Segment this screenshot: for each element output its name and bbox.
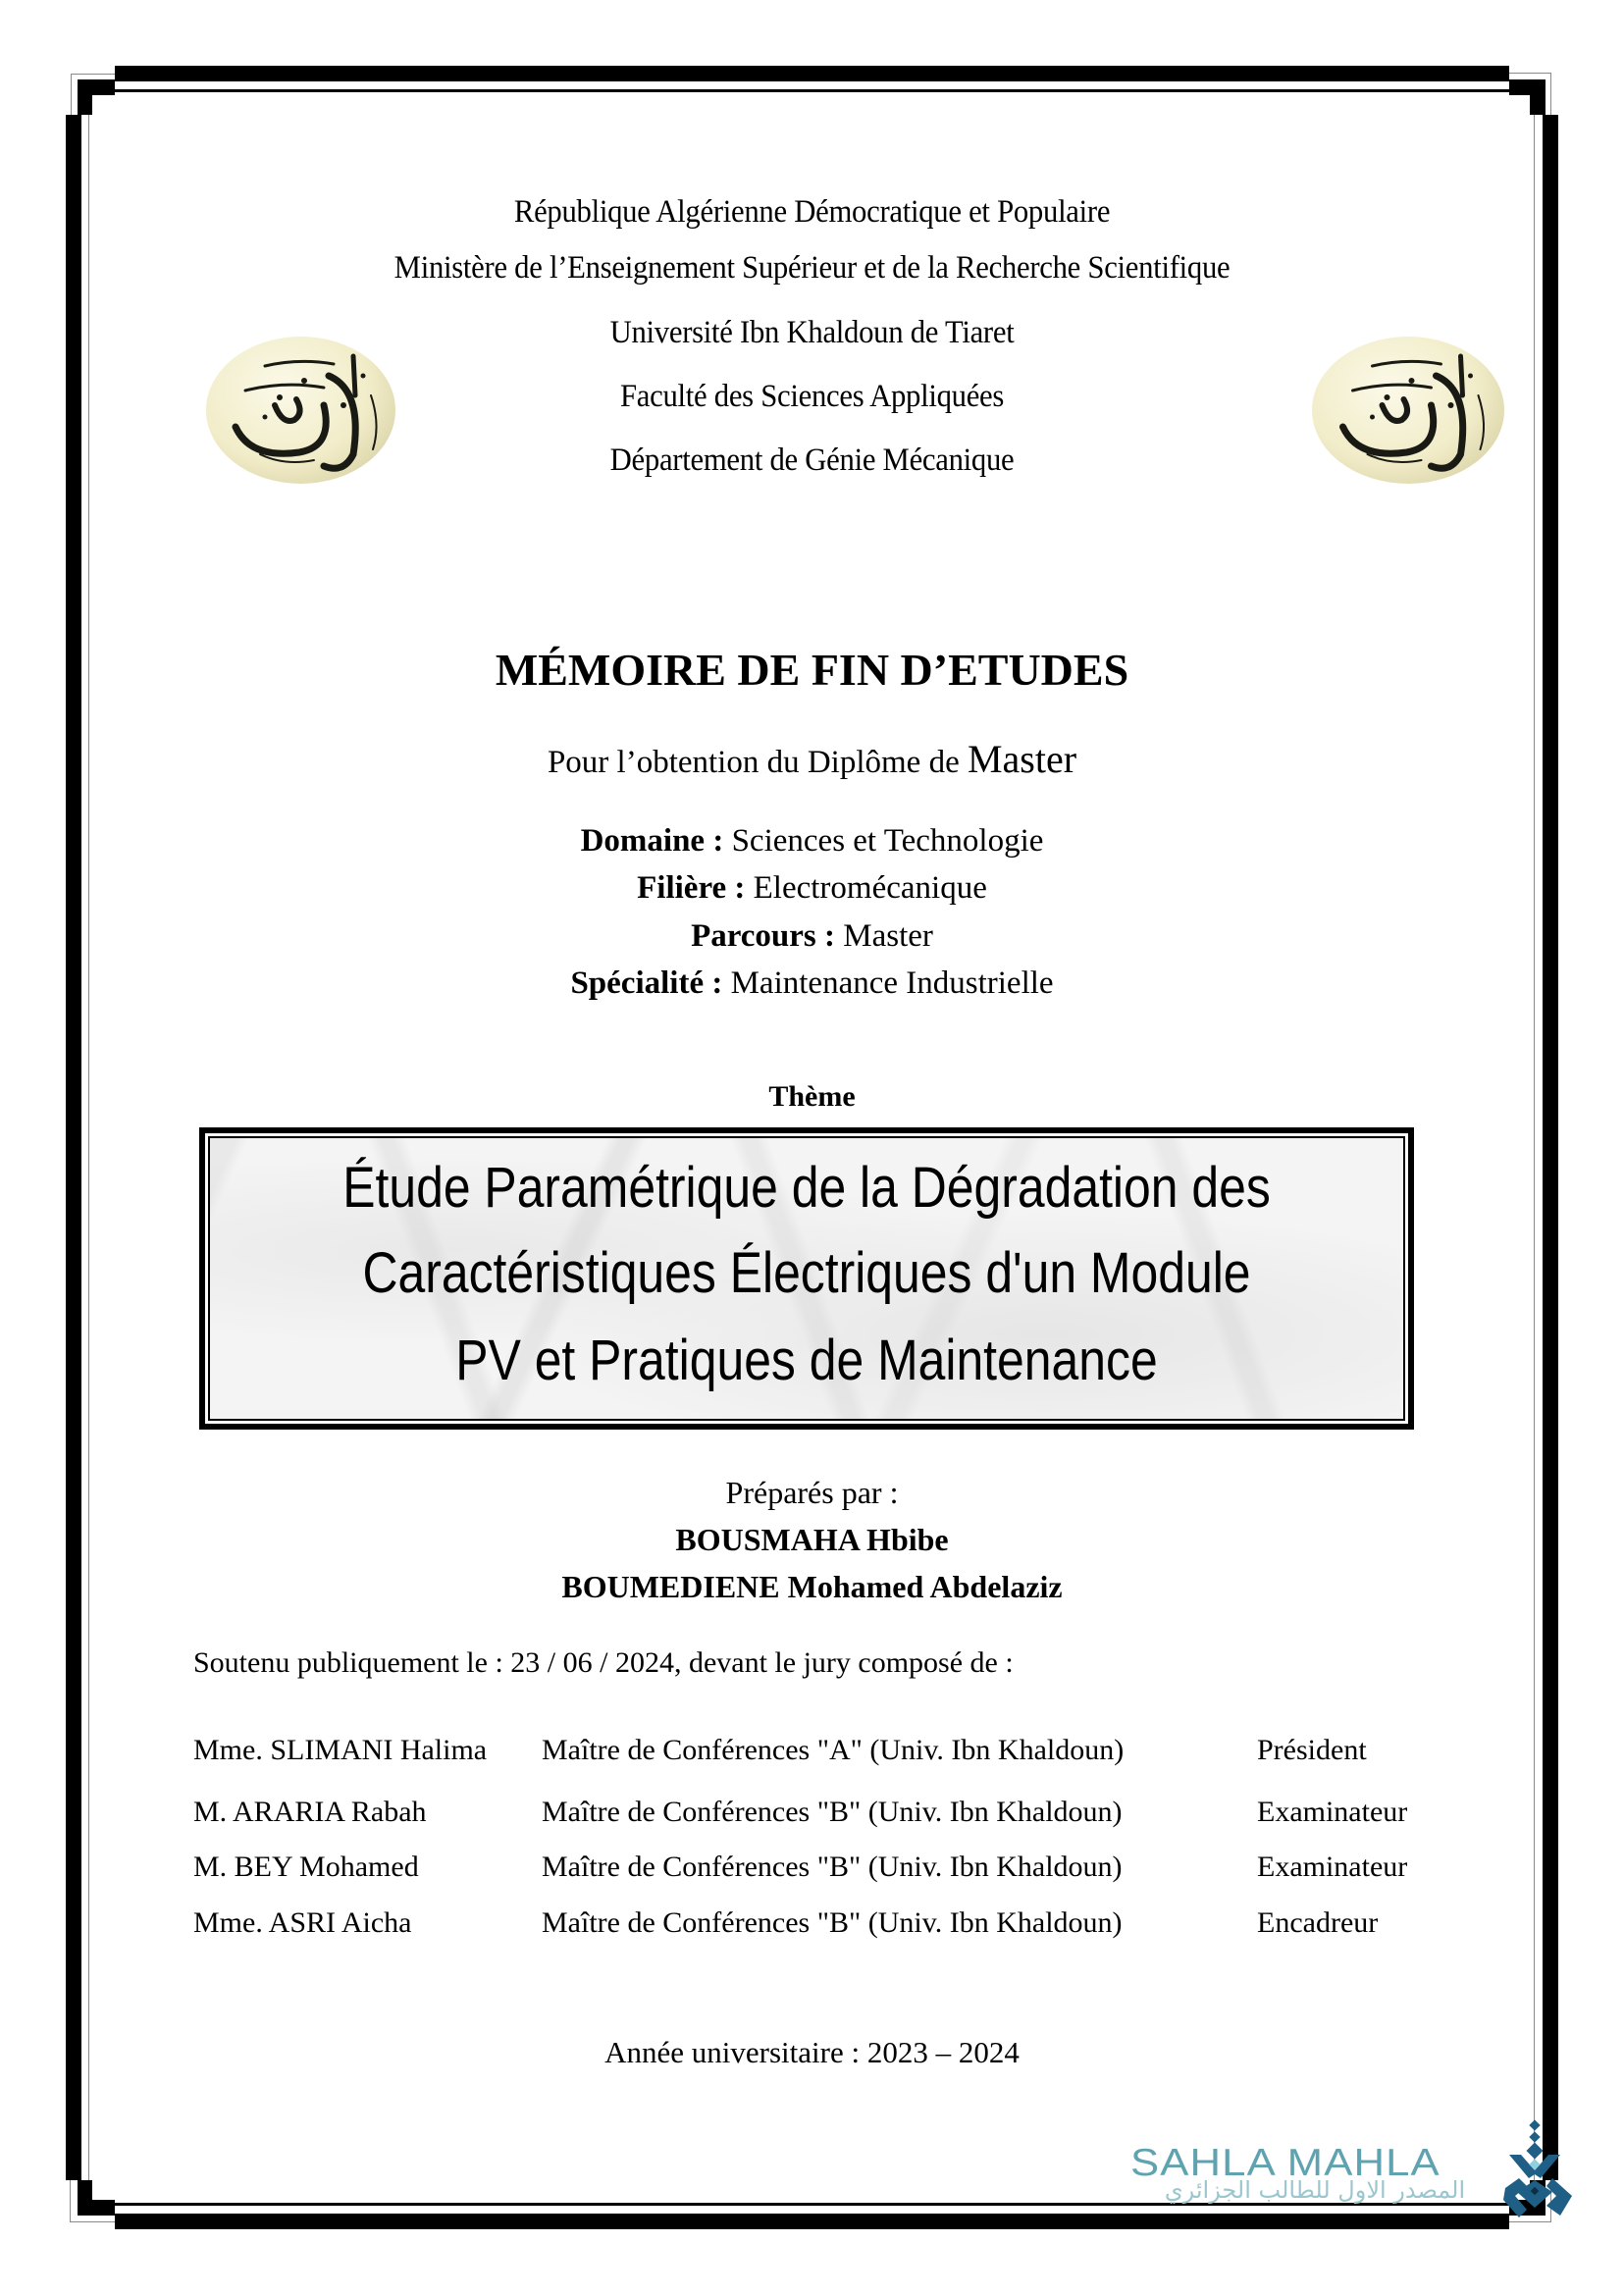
jury-row	[193, 1851, 1469, 1890]
jury-name: Mme. SLIMANI Halima	[193, 1734, 488, 1766]
field-specialite	[0, 965, 1624, 1002]
theme-label: Thème	[768, 1080, 856, 1113]
corner-top-left-leg	[78, 79, 92, 115]
diploma-line	[0, 736, 1624, 782]
defense-statement: Soutenu publiquement le : 23 / 06 / 2024, devant le jury composé de :	[193, 1646, 1014, 1679]
field-value: Electromécanique	[753, 870, 987, 906]
border-left-thin	[88, 115, 89, 2180]
jury-title: Maître de Conférences "B" (Univ. Ibn Khaldoun)	[542, 1796, 1123, 1828]
jury-name: Mme. ASRI Aicha	[193, 1906, 412, 1939]
field-parcours	[0, 918, 1624, 955]
jury-row	[193, 1734, 1469, 1773]
field-domaine	[0, 823, 1624, 860]
theme-title-line-1: Étude Paramétrique de la Dégradation des	[342, 1156, 1271, 1220]
jury-title: Maître de Conférences "B" (Univ. Ibn Khaldoun)	[542, 1851, 1123, 1883]
diploma-prefix: Pour l’obtention du Diplôme de	[547, 745, 960, 780]
author-1: BOUSMAHA Hbibe	[675, 1522, 949, 1557]
corner-bottom-right-outline-h	[1509, 2221, 1551, 2222]
jury-role: Examinateur	[1257, 1851, 1408, 1883]
jury-title: Maître de Conférences "A" (Univ. Ibn Khaldoun)	[542, 1734, 1125, 1766]
document-type-title: MÉMOIRE DE FIN D’ETUDES	[495, 645, 1129, 695]
jury-role: Encadreur	[1257, 1906, 1379, 1939]
corner-bottom-left-outline-v	[70, 2180, 71, 2222]
corner-top-right-outline-v	[1550, 73, 1551, 115]
theme-title-line-2: Caractéristiques Électriques d'un Module	[362, 1241, 1251, 1305]
header-republic: République Algérienne Démocratique et Populaire	[513, 194, 1111, 230]
field-label: Spécialité :	[570, 965, 723, 1001]
header-university: Université Ibn Khaldoun de Tiaret	[609, 315, 1015, 350]
border-top-thin	[115, 89, 1509, 92]
corner-top-right-leg	[1530, 79, 1545, 115]
field-label: Domaine :	[580, 823, 724, 859]
author-2: BOUMEDIENE Mohamed Abdelaziz	[561, 1569, 1063, 1604]
header-department: Département de Génie Mécanique	[609, 443, 1015, 478]
border-left-thick	[66, 115, 81, 2180]
jury-name: M. ARARIA Rabah	[193, 1796, 427, 1828]
corner-top-left-outline-v	[71, 74, 72, 115]
jury-role: Président	[1257, 1734, 1367, 1766]
field-value: Master	[843, 918, 933, 954]
prepared-by-label: Préparés par :	[725, 1475, 899, 1510]
academic-year: Année universitaire : 2023 – 2024	[604, 2035, 1020, 2069]
corner-top-right-outline-h	[1509, 73, 1551, 74]
diploma-name: Master	[967, 737, 1077, 781]
jury-role: Examinateur	[1257, 1796, 1408, 1828]
field-value: Sciences et Technologie	[731, 823, 1044, 859]
border-right-thick	[1543, 115, 1558, 2180]
sahla-mahla-logo-icon	[1501, 2119, 1576, 2221]
corner-top-left-outline-h	[71, 74, 115, 75]
theme-box	[199, 1127, 1414, 1430]
border-bottom-thick	[115, 2214, 1509, 2229]
field-value: Maintenance Industrielle	[730, 965, 1054, 1001]
theme-box-marble	[208, 1136, 1405, 1421]
theme-title-line-3: PV et Pratiques de Maintenance	[455, 1329, 1158, 1392]
header-faculty: Faculté des Sciences Appliquées	[619, 379, 1005, 414]
jury-row	[193, 1906, 1469, 1946]
field-label: Filière :	[637, 870, 746, 906]
border-top-thick	[115, 66, 1509, 81]
watermark-tagline: المصدر الاول للطالب الجزائري	[1164, 2176, 1466, 2204]
jury-title: Maître de Conférences "B" (Univ. Ibn Khaldoun)	[542, 1906, 1123, 1939]
field-label: Parcours :	[691, 918, 836, 954]
header-ministry: Ministère de l’Enseignement Supérieur et de la Recherche Scientifique	[393, 250, 1231, 286]
border-right-thin	[1534, 115, 1535, 2180]
field-filiere	[0, 870, 1624, 907]
jury-name: M. BEY Mohamed	[193, 1851, 419, 1883]
watermark-brand: SAHLA MAHLA	[1130, 2142, 1441, 2184]
jury-row	[193, 1796, 1469, 1835]
corner-bottom-left-outline-h	[70, 2221, 115, 2222]
corner-bottom-left-leg	[78, 2180, 92, 2216]
